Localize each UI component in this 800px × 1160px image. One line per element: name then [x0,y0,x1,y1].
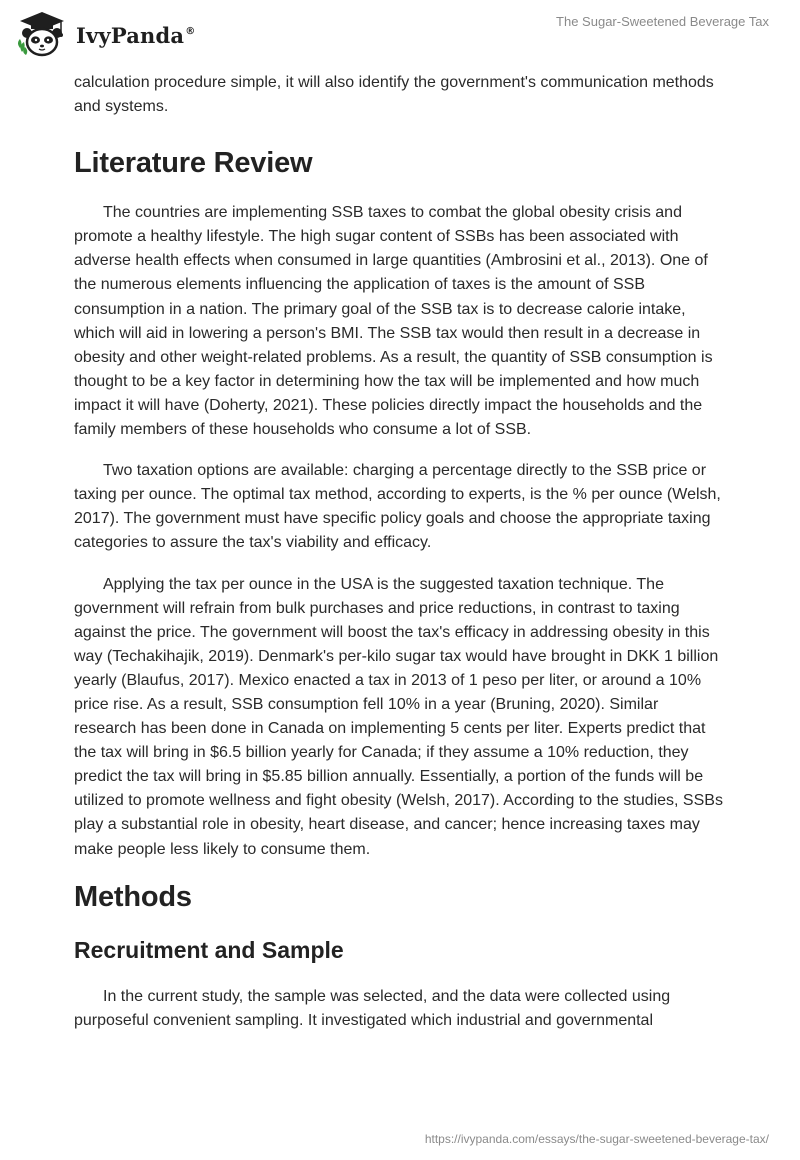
panda-graduation-icon [16,8,68,60]
source-url-link[interactable]: https://ivypanda.com/essays/the-sugar-sweetened-beverage-tax/ [424,1132,769,1146]
literature-review-heading: Literature Review [74,147,313,180]
brand-name: IvyPanda® [76,22,196,48]
recruitment-paragraph: In the current study, the sample was selected, and the data were collected using purposeful convenient sampling. It investigated which industrial and governmental [74,987,671,1029]
literature-paragraph-2: Two taxation options are available: charging a percentage directly to the SSB price or taxing per ounce. The optimal tax method, according to experts, is the % per ounce (Welsh, 2017). The government must have specific policy goals and choose the appropriate taxing categories to assure the tax's viability and efficacy. [74,462,721,552]
recruitment-sample-subheading: Recruitment and Sample [74,936,344,963]
essay-content [74,71,724,1050]
page-header [0,0,800,70]
intro-continuation-paragraph: calculation procedure simple, it will also identify the government's communication methods and systems. [74,74,714,116]
literature-paragraph-3: Applying the tax per ounce in the USA is the suggested taxation technique. The government will refrain from bulk purchases and price reductions, in contrast to taxing against the price. The government will boost the tax's efficacy in addressing obesity in this way (Techakihajik, 2019). Denmark's per-kilo sugar tax would have brought in DKK 1 billion yearly (Blaufus, 2017). Mexico enacted a tax in 2013 of 1 peso per liter, or around a 10% price rise. As a result, SSB consumption fell 10% in a year (Bruning, 2020). Similar research has been done in Canada on implementing 5 cents per liter. Experts predict that the tax will bring in $6.5 billion yearly for Canada; if they assume a 10% reduction, they predict the tax will bring in $5.85 billion annually. Essentially, a portion of the funds will be utilized to promote wellness and fight obesity (Welsh, 2017). According to the studies, SSBs play a substantial role in obesity, heart disease, and cancer; hence increasing taxes may make people less likely to consume them. [74,575,723,858]
brand-logo[interactable] [16,8,195,60]
methods-heading: Methods [74,880,192,913]
document-title: The Sugar-Sweetened Beverage Tax [556,14,769,29]
literature-paragraph-1: The countries are implementing SSB taxes to combat the global obesity crisis and promote a healthy lifestyle. The high sugar content of SSBs has been associated with adverse health effects when consumed in large quantities (Ambrosini et al., 2013). One of the numerous elements influencing the application of taxes is the amount of SSB consumption in a nation. The primary goal of the SSB tax is to decrease calorie intake, which will aid in lowering a person's BMI. The SSB tax would then result in a decrease in obesity and other weight-related problems. As a result, the quantity of SSB consumption is thought to be a key factor in determining how the tax will be implemented and how much impact it will have (Doherty, 2021). These policies directly impact the households and the family members of these households who consume a lot of SSB. [74,204,713,439]
